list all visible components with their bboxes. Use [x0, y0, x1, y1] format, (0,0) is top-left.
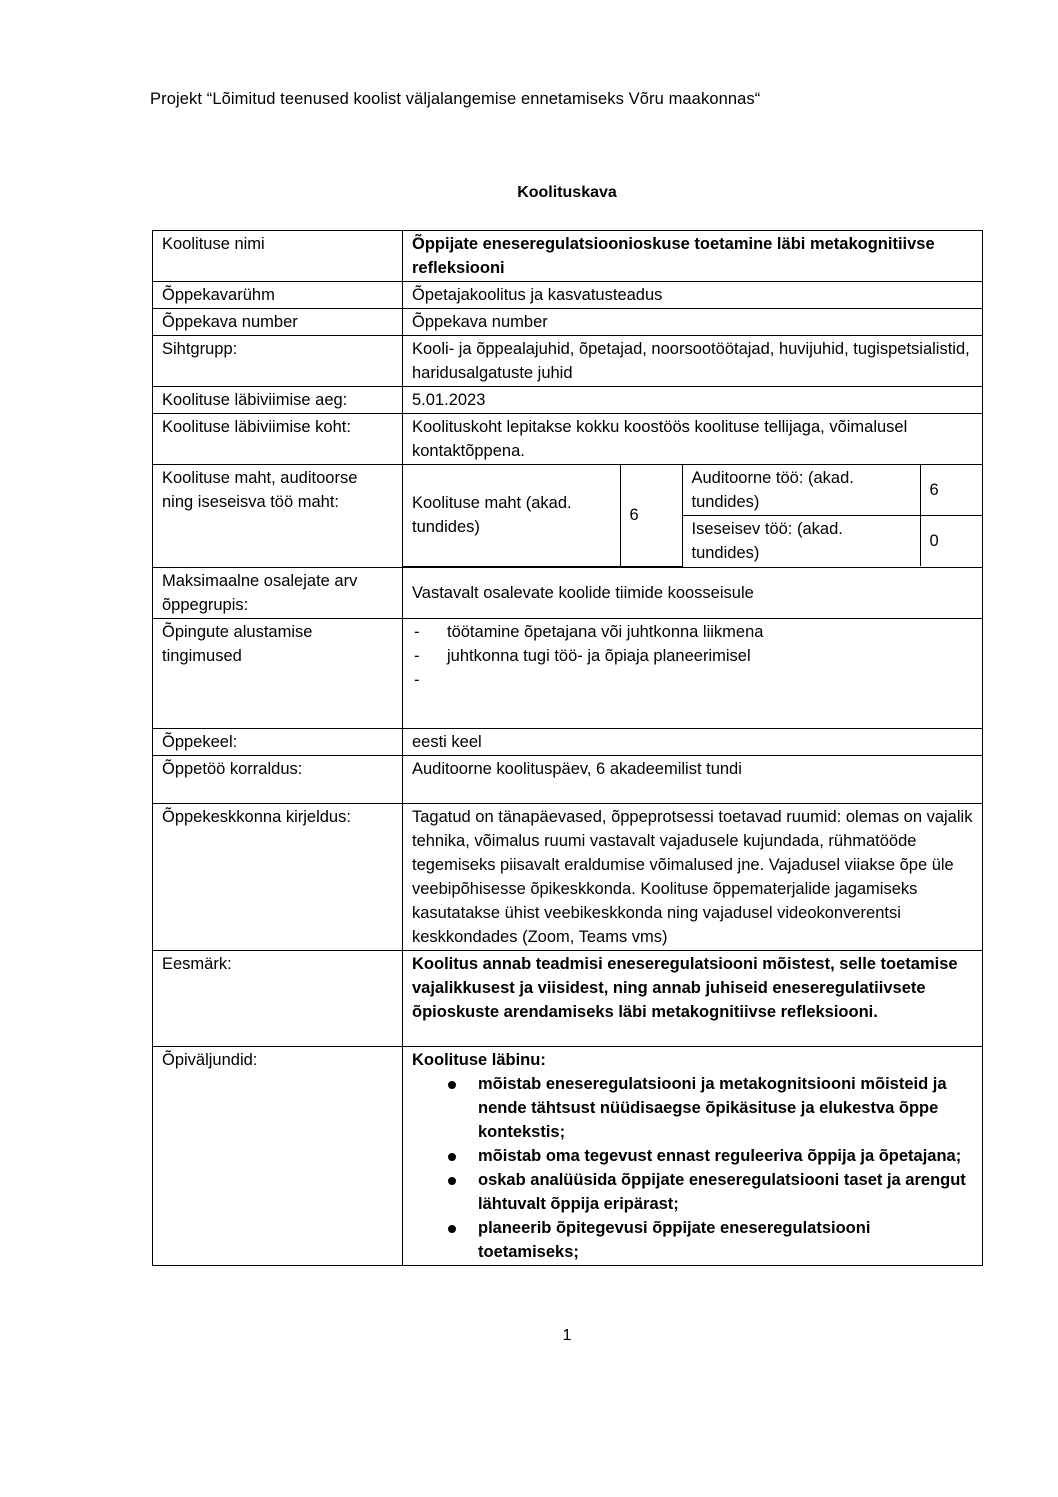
table-row: [153, 309, 983, 336]
volume-total-value: 6: [620, 465, 682, 566]
table-row: [153, 803, 983, 950]
row-value: Tagatud on tänapäevased, õppeprotsessi toetavad ruumid: olemas on vajalik tehnika, võimalus ruumi vastavalt vajadusele kujundada, rühmatööde tegemiseks piisavalt eraldumise võimalused jne. Vajadusel viiakse õpe üle veebipõhisesse õpikeskkonda. Koolituse õppematerjalide jagamiseks kasutatakse ühist veebikeskkonda ning vajadusel videokonverentsi keskkondades (Zoom, Teams vms): [403, 803, 983, 950]
conditions-list: [412, 620, 973, 692]
row-label: Õpingute alustamise tingimused: [153, 618, 403, 728]
row-value: eesti keel: [403, 728, 983, 755]
row-label: Koolituse maht, auditoorse ning iseseisva töö maht:: [153, 465, 403, 568]
table-row: [153, 1046, 983, 1265]
row-value: 5.01.2023: [403, 387, 983, 414]
table-row: [153, 387, 983, 414]
row-label: Õppekeskkonna kirjeldus:: [153, 803, 403, 950]
conditions-cell: [403, 618, 983, 728]
page-number: 1: [562, 1327, 572, 1344]
volume-cell: [403, 465, 983, 568]
row-label: Koolituse läbiviimise aeg:: [153, 387, 403, 414]
row-label: Õppekava number: [153, 309, 403, 336]
document-header: Projekt “Lõimitud teenused koolist väljalangemise ennetamiseks Võru maakonnas“: [150, 90, 761, 108]
volume-independent-label: Iseseisev töö: (akad. tundides): [682, 516, 920, 567]
outcomes-intro: Koolituse läbinu:: [412, 1050, 546, 1069]
outcomes-list: [412, 1072, 973, 1264]
volume-auditory-label: Auditoorne töö: (akad. tundides): [682, 465, 920, 516]
row-label: Õppekavarühm: [153, 282, 403, 309]
table-row: [153, 336, 983, 387]
list-item: planeerib õpitegevusi õppijate eneseregulatsiooni toetamiseks;: [412, 1216, 973, 1264]
row-label: Õppetöö korraldus:: [153, 755, 403, 803]
list-item: oskab analüüsida õppijate eneseregulatsiooni taset ja arengut lähtuvalt õppija eripärast;: [412, 1168, 973, 1216]
outcomes-cell: [403, 1046, 983, 1265]
row-label: Koolituse nimi: [153, 231, 403, 282]
volume-auditory-value: 6: [920, 465, 983, 516]
document-title: Koolituskava: [517, 184, 617, 201]
row-label: Eesmärk:: [153, 950, 403, 1046]
row-value: Koolitus annab teadmisi eneseregulatsiooni mõistest, selle toetamise vajalikkusest ja viisidest, ning annab juhiseid eneseregulatiivsete õpioskuste arendamiseks läbi metakognitiivse refleksiooni.: [403, 950, 983, 1046]
row-label: Koolituse läbiviimise koht:: [153, 414, 403, 465]
list-item: [412, 668, 973, 692]
list-item: - juhtkonna tugi töö- ja õpiaja planeerimisel: [412, 644, 973, 668]
row-label: Sihtgrupp:: [153, 336, 403, 387]
table-row: [153, 618, 983, 728]
table-row: [153, 231, 983, 282]
list-item: - töötamine õpetajana või juhtkonna liikmena: [412, 620, 973, 644]
row-value: Vastavalt osalevate koolide tiimide koosseisule: [403, 567, 983, 618]
table-row: [153, 567, 983, 618]
row-label: Maksimaalne osalejate arv õppegrupis:: [153, 567, 403, 618]
volume-total-label: Koolituse maht (akad. tundides): [403, 465, 620, 566]
table-row: [153, 465, 983, 568]
volume-independent-value: 0: [920, 516, 983, 567]
row-value: Koolituskoht lepitakse kokku koostöös koolituse tellijaga, võimalusel kontaktõppena.: [403, 414, 983, 465]
row-value: Auditoorne koolituspäev, 6 akadeemilist tundi: [403, 755, 983, 803]
row-value: Õpetajakoolitus ja kasvatusteadus: [403, 282, 983, 309]
table-row: [153, 755, 983, 803]
row-value: Õppekava number: [403, 309, 983, 336]
row-label: Õppekeel:: [153, 728, 403, 755]
row-label: Õpiväljundid:: [153, 1046, 403, 1265]
curriculum-table: [152, 230, 983, 1266]
table-row: [153, 282, 983, 309]
list-item: mõistab oma tegevust ennast reguleeriva õppija ja õpetajana;: [412, 1144, 973, 1168]
list-item: mõistab eneseregulatsiooni ja metakognitsiooni mõisteid ja nende tähtsust nüüdisaegse õpikäsituse ja elukestva õppe kontekstis;: [412, 1072, 973, 1144]
row-value: Õppijate eneseregulatsioonioskuse toetamine läbi metakognitiivse refleksiooni: [403, 231, 983, 282]
row-value: Kooli- ja õppealajuhid, õpetajad, noorsootöötajad, huvijuhid, tugispetsialistid, haridusalgatuste juhid: [403, 336, 983, 387]
table-row: [153, 950, 983, 1046]
table-row: [153, 414, 983, 465]
table-row: [153, 728, 983, 755]
